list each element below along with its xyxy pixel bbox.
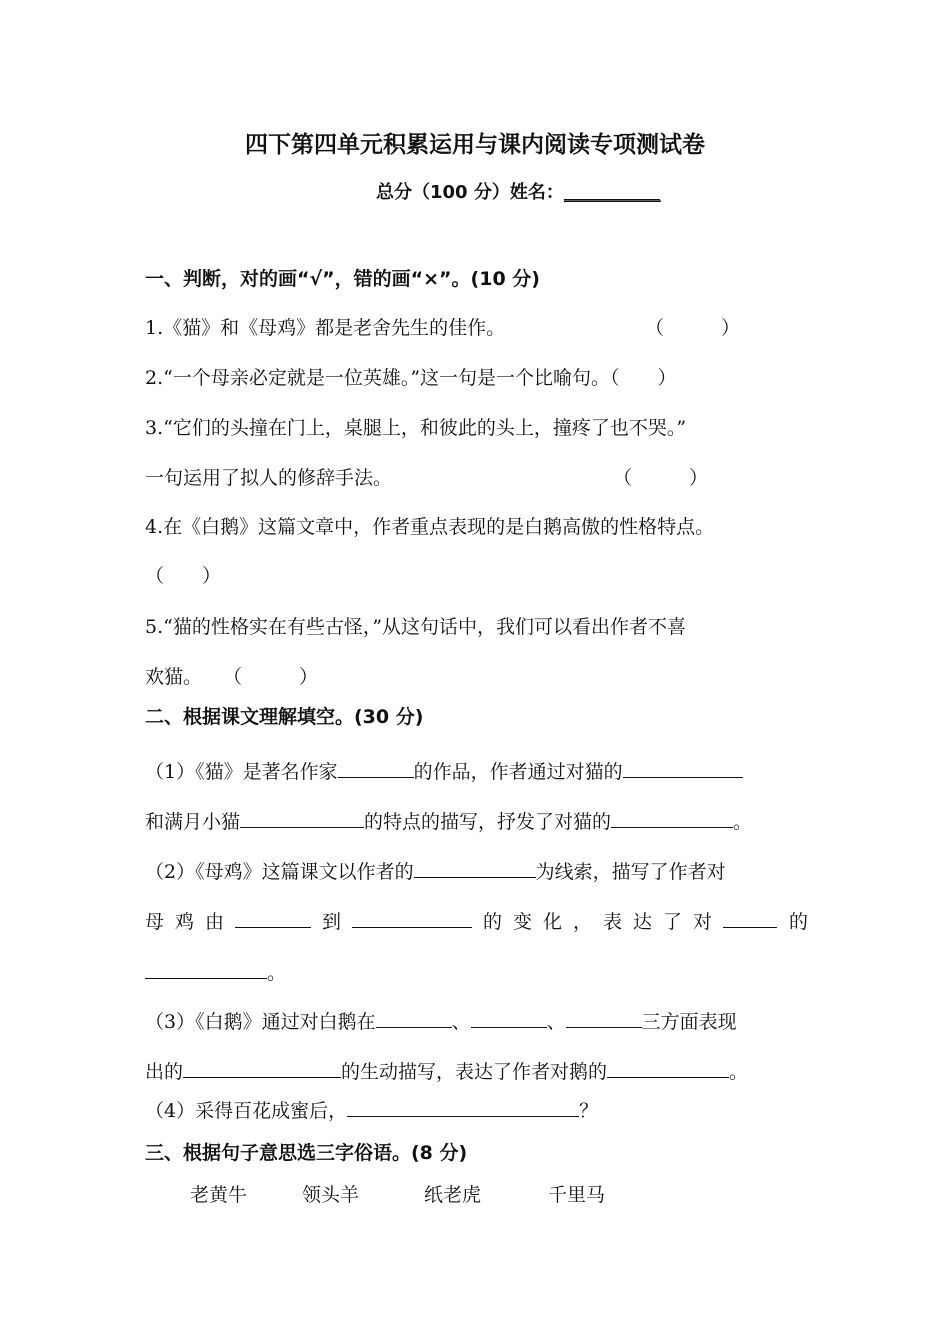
fill-q1-text-e: 。 — [733, 811, 753, 833]
judge-item-5 — [145, 614, 686, 640]
fill-q3-text-b: 三方面表现 — [641, 1011, 737, 1033]
fill-q2-text-d: 到 — [322, 911, 353, 933]
fill-q3-text-c: 出的 — [145, 1061, 184, 1083]
judge-item-5-cont-text: 欢猫。 — [145, 666, 203, 688]
fill-q2-text-e: 的变化，表达了对 — [483, 911, 724, 933]
fill-q2-line3 — [145, 958, 286, 986]
section2-heading: 二、根据课文理解填空。(30 分) — [145, 706, 424, 728]
judge-answer-5[interactable]: （ ） — [223, 666, 319, 688]
fill-q3-sep-2: 、 — [546, 1011, 566, 1033]
proverb-word-list — [190, 1182, 605, 1208]
fill-q2-text-b: 为线索，描写了作者对 — [535, 861, 726, 883]
judge-answer-1[interactable]: （ ） — [645, 317, 741, 339]
judge-answer-3[interactable]: （ ） — [613, 467, 709, 489]
section1-heading: 一、判断，对的画“√”，错的画“×”。(10 分) — [145, 268, 540, 290]
score-name-label: 总分（100 分）姓名： — [376, 182, 564, 203]
judge-answer-4[interactable]: （ ） — [145, 565, 222, 587]
fill-blank-from[interactable] — [235, 907, 311, 928]
fill-blank-aspect-2[interactable] — [471, 1007, 547, 1028]
fill-blank-cat-trait[interactable] — [623, 757, 743, 778]
fill-q4-line — [145, 1096, 598, 1124]
fill-q2-text-f: 的 — [789, 911, 809, 933]
fill-blank-emotion[interactable] — [145, 958, 267, 979]
fill-blank-to[interactable] — [352, 907, 472, 928]
fill-blank-clue[interactable] — [414, 857, 536, 878]
fill-blank-goose-feeling[interactable] — [607, 1057, 729, 1078]
name-blank[interactable]: ____________ — [563, 182, 660, 203]
fill-blank-feeling[interactable] — [611, 807, 733, 828]
fill-q3-line2 — [145, 1057, 748, 1085]
fill-q4-text-b: ？ — [579, 1100, 599, 1122]
page-title: 四下第四单元积累运用与课内阅读专项测试卷 — [245, 132, 705, 158]
judge-item-5-text: 5.“猫的性格实在有些古怪，”从这句话中，我们可以看出作者不喜 — [145, 616, 687, 638]
fill-blank-author[interactable] — [338, 757, 414, 778]
fill-q2-line2 — [145, 907, 808, 935]
fill-q2-line1 — [145, 857, 726, 885]
fill-blank-aspect-3[interactable] — [566, 1007, 642, 1028]
judge-item-4-text: 4.在《白鹅》这篇文章中，作者重点表现的是白鹅高傲的性格特点。 — [145, 516, 715, 538]
judge-item-3-cont-text: 一句运用了拟人的修辞手法。 — [145, 467, 393, 489]
fill-blank-goose-trait[interactable] — [183, 1057, 341, 1078]
fill-q3-text-a: （3）《白鹅》通过对白鹅在 — [145, 1011, 376, 1033]
fill-q1-line2 — [145, 807, 752, 835]
judge-item-4 — [145, 514, 714, 540]
judge-item-3-cont — [145, 465, 709, 491]
score-name-line — [376, 178, 660, 204]
fill-q1-text-c: 和满月小猫 — [145, 811, 241, 833]
fill-q2-text-c: 母鸡由 — [145, 911, 236, 933]
judge-item-3-text: 3.“它们的头撞在门上，桌腿上，和彼此的头上，撞疼了也不哭。” — [145, 417, 687, 439]
fill-q1-text-a: （1）《猫》是著名作家 — [145, 761, 338, 783]
judge-item-1-text: 1.《猫》和《母鸡》都是老舍先生的佳作。 — [145, 317, 506, 339]
proverb-word-2: 领头羊 — [302, 1184, 360, 1206]
fill-q3-text-e: 。 — [729, 1061, 749, 1083]
judge-item-2-text: 2.“一个母亲必定就是一位英雄。”这一句是一个比喻句。（ ） — [145, 367, 677, 389]
fill-blank-poem[interactable] — [347, 1096, 579, 1117]
fill-q4-text-a: （4）采得百花成蜜后， — [145, 1100, 348, 1122]
fill-q3-sep-1: 、 — [451, 1011, 471, 1033]
fill-q3-line1 — [145, 1007, 737, 1035]
judge-item-2 — [145, 365, 677, 391]
fill-q3-text-d: 的生动描写，表达了作者对鹅的 — [341, 1061, 608, 1083]
proverb-word-1: 老黄牛 — [190, 1184, 248, 1206]
fill-q2-text-g: 。 — [267, 962, 287, 984]
judge-item-1 — [145, 315, 741, 341]
proverb-word-4: 千里马 — [548, 1184, 606, 1206]
fill-blank-aspect-1[interactable] — [376, 1007, 452, 1028]
fill-blank-kitten[interactable] — [240, 807, 364, 828]
judge-item-3 — [145, 415, 686, 441]
fill-q2-text-a: （2）《母鸡》这篇课文以作者的 — [145, 861, 414, 883]
fill-q1-text-d: 的特点的描写，抒发了对猫的 — [364, 811, 612, 833]
fill-q1-line1 — [145, 757, 743, 785]
section3-heading: 三、根据句子意思选三字俗语。(8 分) — [145, 1142, 468, 1164]
proverb-word-3: 纸老虎 — [424, 1184, 482, 1206]
fill-q1-text-b: 的作品，作者通过对猫的 — [413, 761, 623, 783]
fill-blank-object[interactable] — [723, 907, 777, 928]
judge-item-5-cont — [145, 664, 319, 690]
